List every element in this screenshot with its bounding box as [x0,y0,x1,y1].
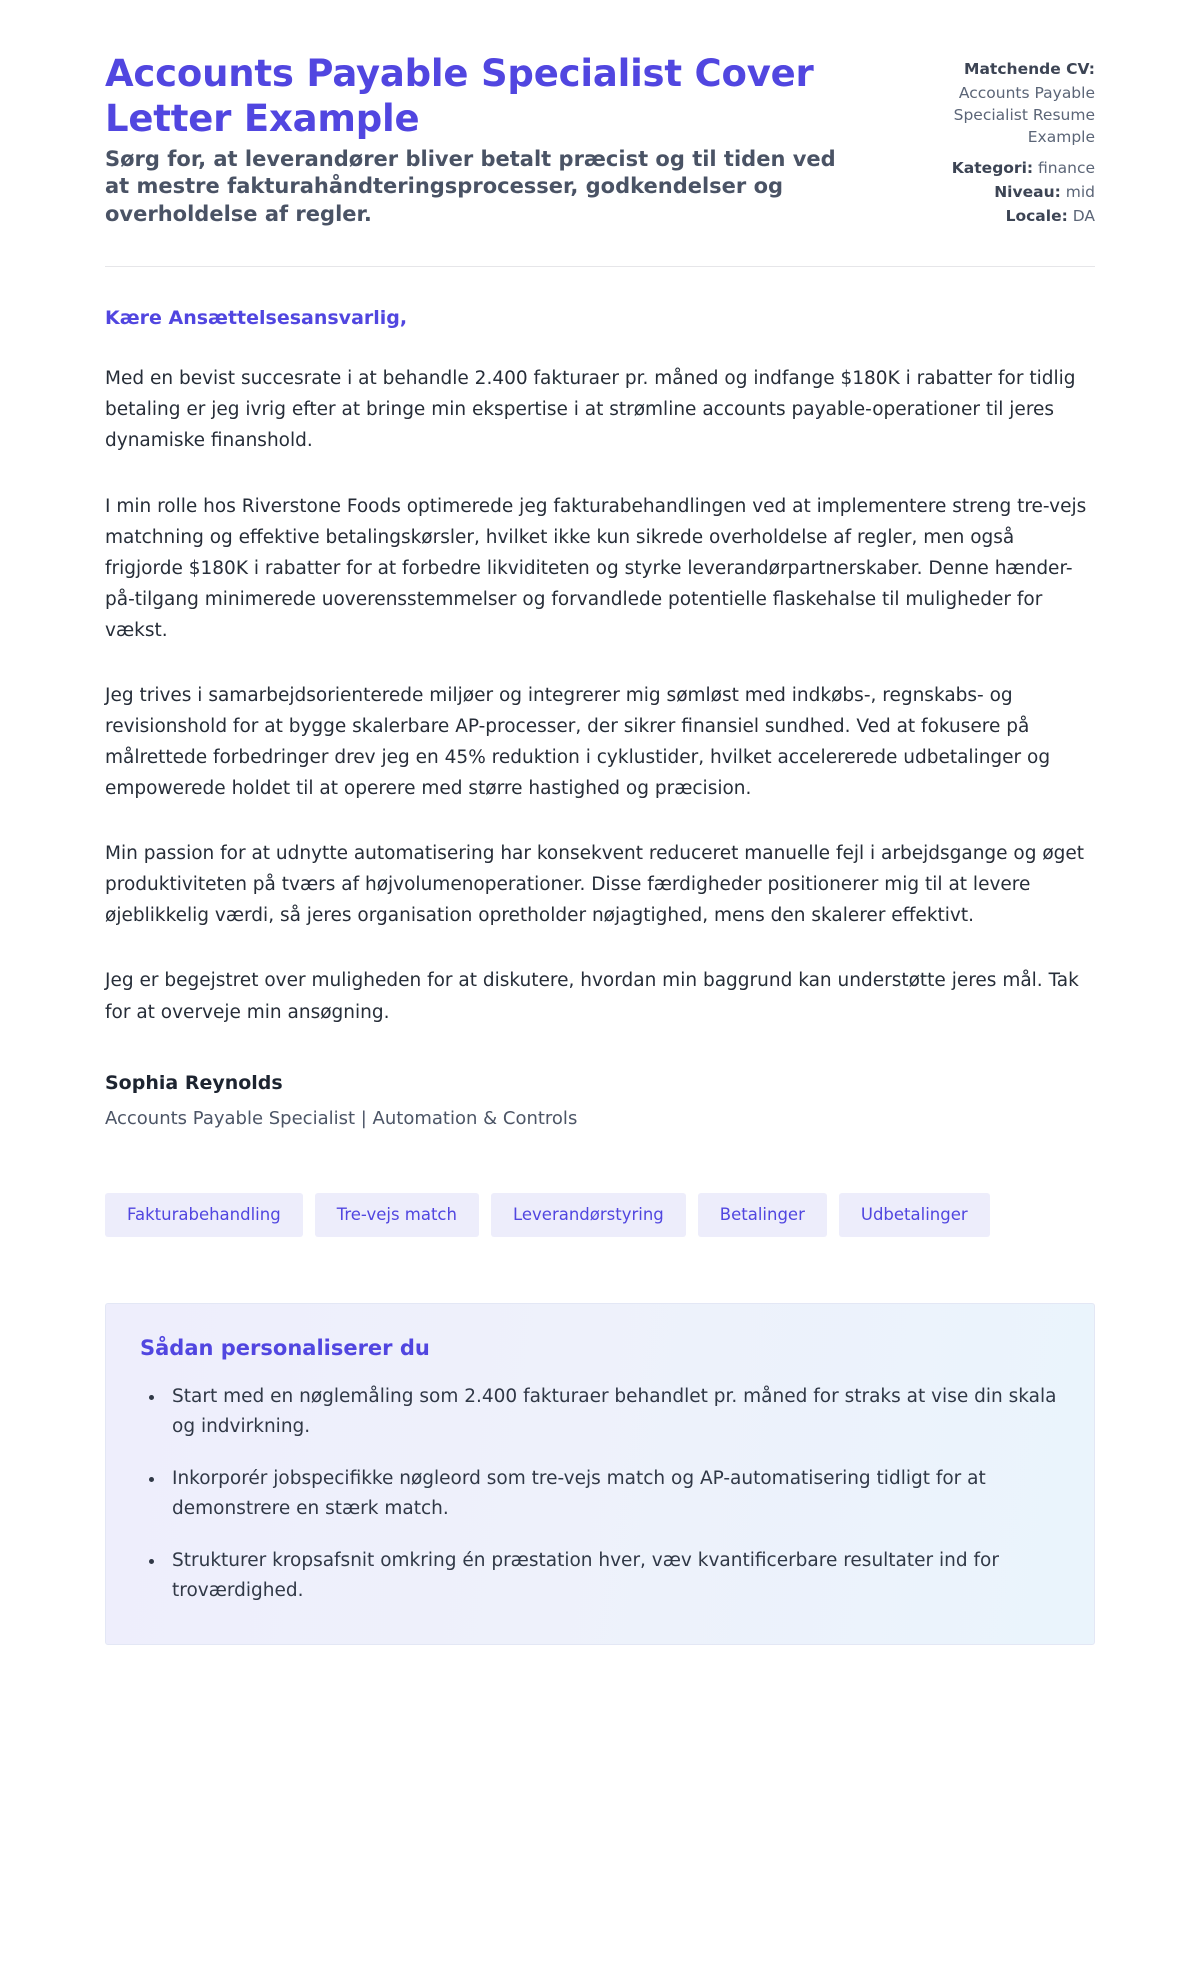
locale-label: Locale: [1005,207,1068,225]
page-title: Accounts Payable Specialist Cover Letter Example [105,52,814,140]
document-header [105,52,1095,229]
skill-tag[interactable]: Leverandørstyring [491,1193,686,1238]
signer-role: Accounts Payable Specialist | Automation & Controls [105,1107,578,1129]
letter-paragraph: I min rolle hos Riverstone Foods optimerede jeg fakturabehandlingen ved at implementere streng tre-vejs matchning og effektive betalingskørsler, hvilket ikke kun sikrede overholdelse af regler, men også frigjorde $180K i rabatter for at forbedre likviditeten og styrke leverandørpartnerskaber. Denne hænder-på-tilgang minimerede uoverensstemmelser og forvandlede potentielle flaskehalse til muligheder for vækst. [105,495,1087,641]
matching-resume-label: Matchende CV: [964,60,1095,78]
cover-letter-body [105,267,1095,1128]
level-label: Niveau: [994,183,1061,201]
level-value: mid [1065,183,1095,201]
matching-resume-block [899,58,1095,148]
letter-paragraph: Jeg trives i samarbejdsorienterede miljøer og integrerer mig sømløst med indkøbs-, regnskabs- og revisionshold for at bygge skalerbare AP-processer, der sikrer finansiel sundhed. Ved at fokusere på målrettede forbedringer drev jeg en 45% reduktion i cyklustider, hvilket accelererede udbetalinger og empowerede holdet til at operere med større hastighed og præcision. [105,684,1051,800]
category-label: Kategori: [951,159,1034,177]
category-value: finance [1038,159,1095,177]
signature-block [105,1072,1095,1129]
locale-row [899,205,1095,227]
letter-paragraph: Jeg er begejstret over muligheden for at diskutere, hvordan min baggrund kan understøtte jeres mål. Tak for at overveje min ansøgning. [105,970,1079,1023]
personalization-tips-panel [105,1303,1095,1645]
tips-list [140,1382,1060,1606]
skill-tag[interactable]: Udbetalinger [839,1193,990,1238]
tips-list-item: • Start med en nøglemåling som 2.400 fakturaer behandlet pr. måned for straks at vise din skala og indvirkning. [166,1382,1060,1442]
tips-list-item: • Strukturer kropsafsnit omkring én præstation hver, væv kvantificerbare resultater ind for troværdighed. [166,1546,1060,1606]
level-row [899,181,1095,203]
header-title-block [105,52,845,229]
signer-name: Sophia Reynolds [105,1071,283,1094]
tips-panel-title: Sådan personaliserer du [140,1336,430,1361]
skill-tag[interactable]: Fakturabehandling [105,1193,303,1238]
skill-tag-list [105,1193,1095,1238]
skill-tag[interactable]: Betalinger [698,1193,827,1238]
locale-value: DA [1072,207,1095,225]
skill-tag[interactable]: Tre-vejs match [315,1193,479,1238]
letter-paragraph: Med en bevist succesrate i at behandle 2.400 fakturaer pr. måned og indfange $180K i rabatter for tidlig betaling er jeg ivrig efter at bringe min ekspertise i at strømline accounts payable-operationer til jeres dynamiske finanshold. [105,368,1076,452]
tips-list-item: • Inkorporér jobspecifikke nøgleord som tre-vejs match og AP-automatisering tidligt for at demonstrere en stærk match. [166,1464,1060,1524]
matching-resume-value: Accounts Payable Specialist Resume Example [953,84,1095,146]
salutation: Kære Ansættelsesansvarlig, [105,307,408,330]
category-row [899,157,1095,179]
page-subtitle: Sørg for, at leverandører bliver betalt præcist og til tiden ved at mestre fakturahåndteringsprocesser, godkendelser og overholdelse af regler. [105,146,836,227]
letter-paragraph: Min passion for at udnytte automatisering har konsekvent reduceret manuelle fejl i arbejdsgange og øget produktiviteten på tværs af højvolumenoperationer. Disse færdigheder positionerer mig til at levere øjeblikkelig værdi, så jeres organisation opretholder nøjagtighed, mens den skalerer effektivt. [105,843,1085,927]
document-metadata [899,52,1095,229]
